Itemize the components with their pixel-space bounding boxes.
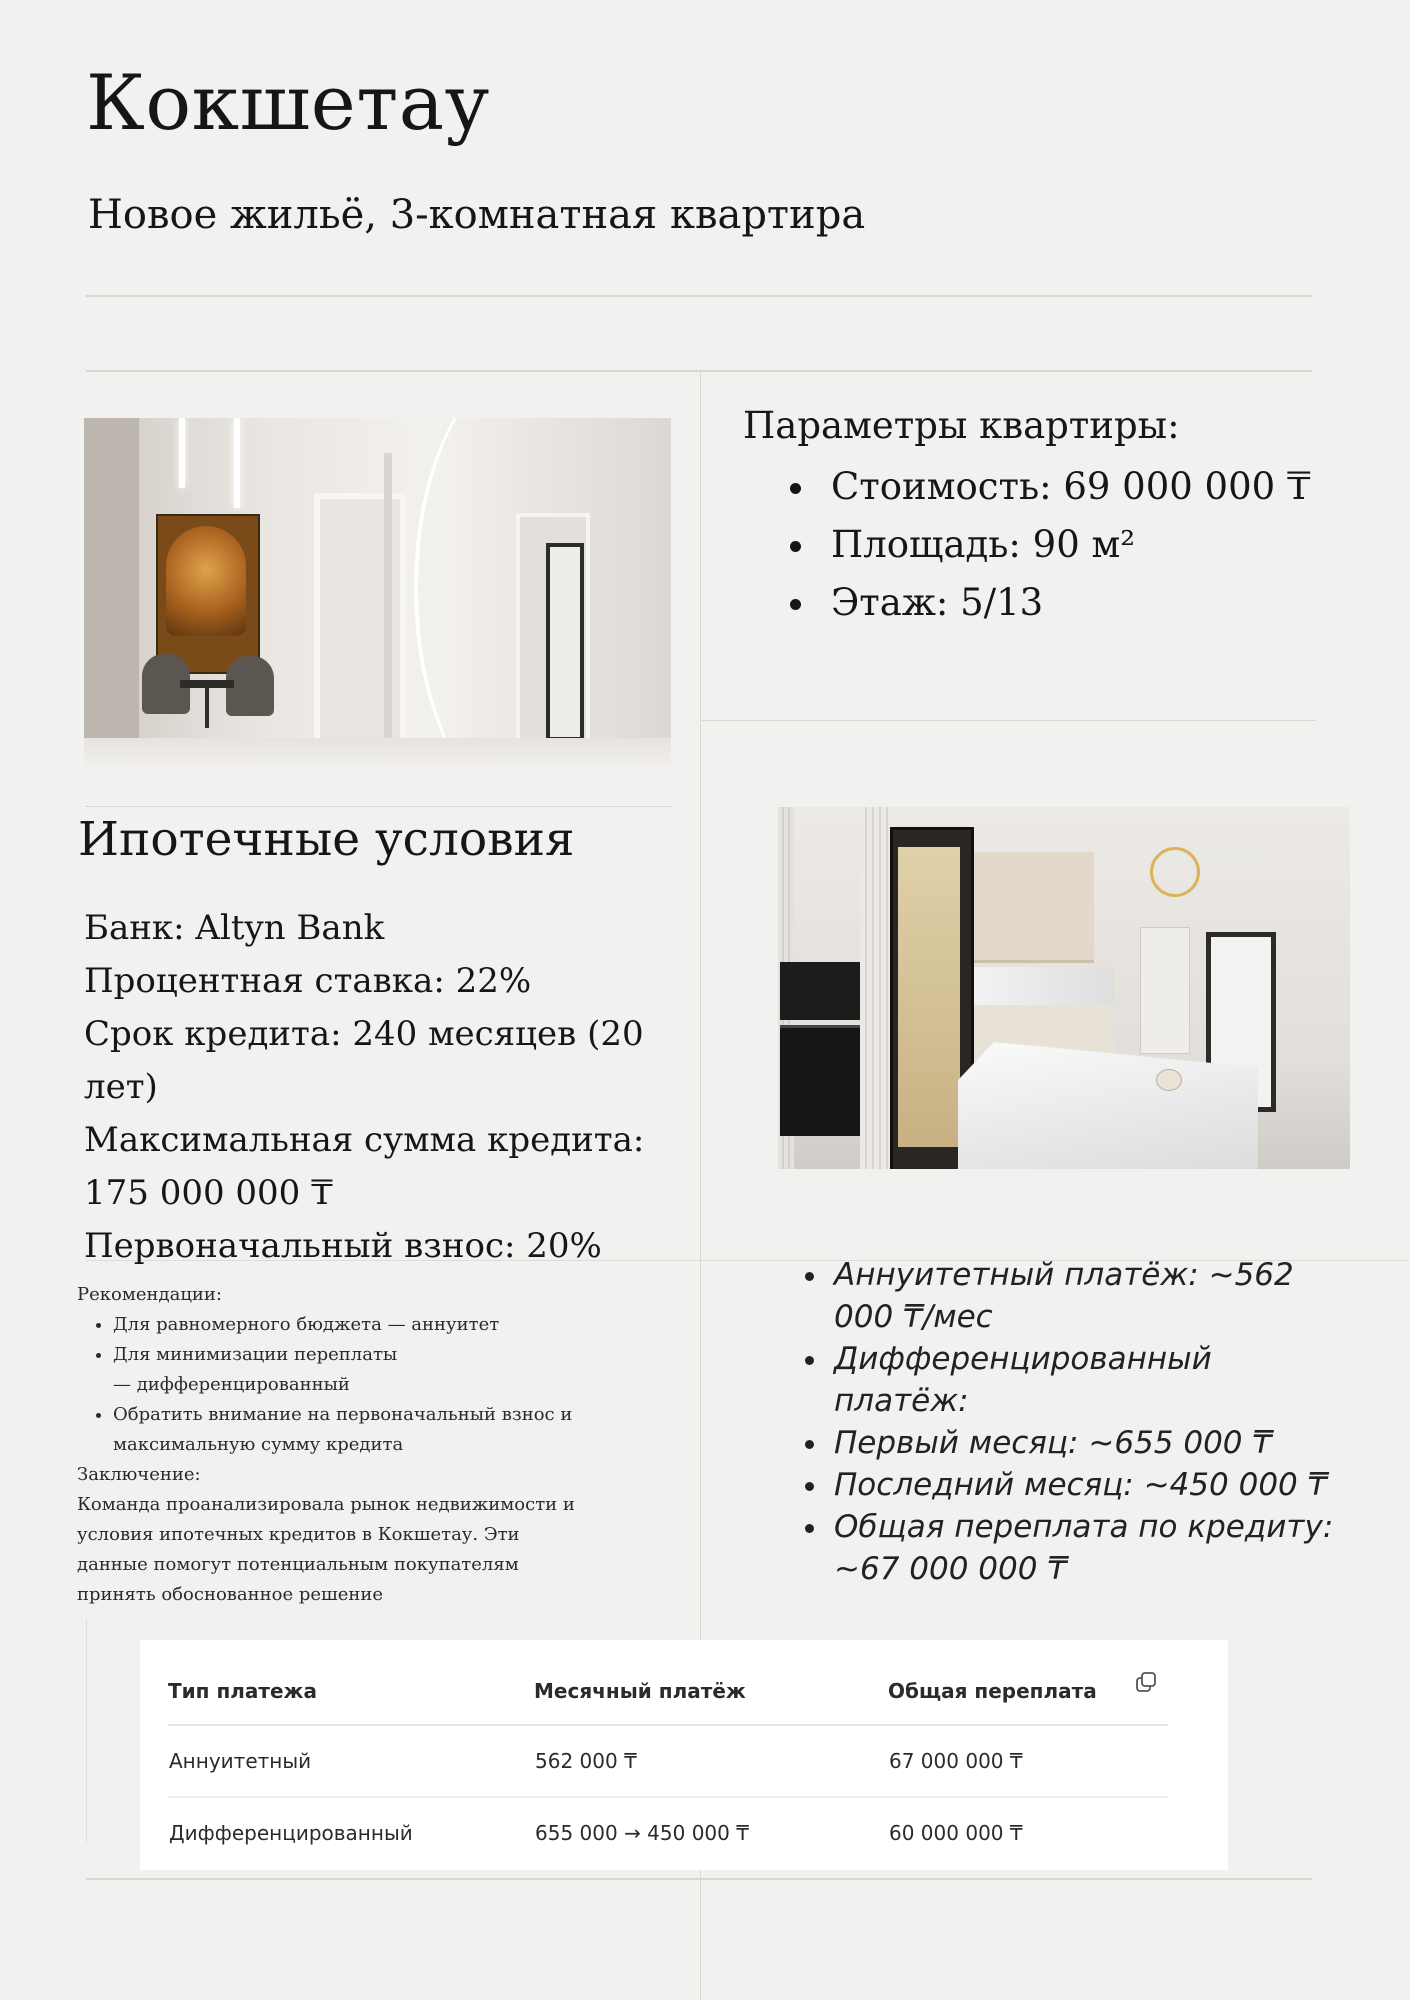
param-price: • Стоимость: 69 000 000 ₸ [819,458,1310,516]
param-area: • Площадь: 90 м² [819,516,1310,574]
table-header-row [168,1658,1168,1725]
recommendation-item: • Обратить внимание на первоначальный взнос и максимальную сумму кредита [113,1400,573,1460]
payment-list [790,1254,1390,1590]
mortgage-bank: Банк: Altyn Bank [84,908,385,948]
recommendations-block [77,1280,597,1610]
divider-dotted-vertical [86,1620,87,1844]
param-floor: • Этаж: 5/13 [819,574,1310,632]
payment-total-overpayment: • Общая переплата по кредиту: ~67 000 000 ₸ [830,1506,1390,1590]
payment-first-month: • Первый месяц: ~655 000 ₸ [830,1422,1390,1464]
conclusion-heading: Заключение: [77,1464,201,1485]
mortgage-max-amount: Максимальная сумма кредита: 175 000 000 ₸ [84,1120,645,1213]
divider-top [86,295,1312,297]
column-header: Тип платежа [168,1658,534,1725]
divider-params-top [86,370,1312,372]
copy-icon[interactable] [1134,1670,1158,1694]
hallway-photo [84,418,671,775]
table-row [168,1797,1168,1868]
recommendation-item: • Для равномерного бюджета — аннуитет [113,1310,597,1340]
divider-params-bottom [702,720,1316,721]
payment-differentiated: • Дифференцированный платёж: [830,1338,1274,1422]
mortgage-down-payment: Первоначальный взнос: 20% [84,1226,602,1266]
mortgage-term: Срок кредита: 240 месяцев (20 лет) [84,1014,644,1107]
payment-last-month: • Последний месяц: ~450 000 ₸ [830,1464,1390,1506]
table-cell: 60 000 000 ₸ [889,1821,1023,1845]
params-list [771,458,1310,632]
mortgage-conditions [84,902,684,1273]
recommendation-item: • Для минимизации переплаты — дифференцированный [113,1340,413,1400]
column-header: Месячный платёж [534,1658,888,1725]
table-cell: Дифференцированный [169,1821,413,1845]
divider-bottom [86,1878,1312,1880]
page-title: Кокшетау [86,58,490,147]
divider-dotted-left [86,806,672,807]
mortgage-heading: Ипотечные условия [78,812,575,867]
payment-annuity: • Аннуитетный платёж: ~562 000 ₸/мес [830,1254,1304,1338]
table-cell: Аннуитетный [168,1725,534,1797]
kitchen-photo [778,807,1350,1169]
payment-comparison-table [140,1640,1228,1870]
column-header: Общая переплата [888,1658,1168,1725]
mortgage-rate: Процентная ставка: 22% [84,961,532,1001]
recommendations-heading: Рекомендации: [77,1284,222,1305]
table-row [168,1725,1168,1797]
table-cell: 562 000 ₸ [534,1725,888,1797]
comparison-table [168,1658,1168,1868]
table-cell: 655 000 → 450 000 ₸ [535,1821,749,1845]
conclusion-text: Команда проанализировала рынок недвижимости и условия ипотечных кредитов в Кокшетау. Эти данные помогут потенциальным покупателям принять обоснованное решение [77,1494,575,1605]
table-cell: 67 000 000 ₸ [888,1725,1168,1797]
recommendations-list [77,1310,597,1460]
params-heading: Параметры квартиры: [743,404,1180,447]
page-subtitle: Новое жильё, 3-комнатная квартира [88,192,866,238]
